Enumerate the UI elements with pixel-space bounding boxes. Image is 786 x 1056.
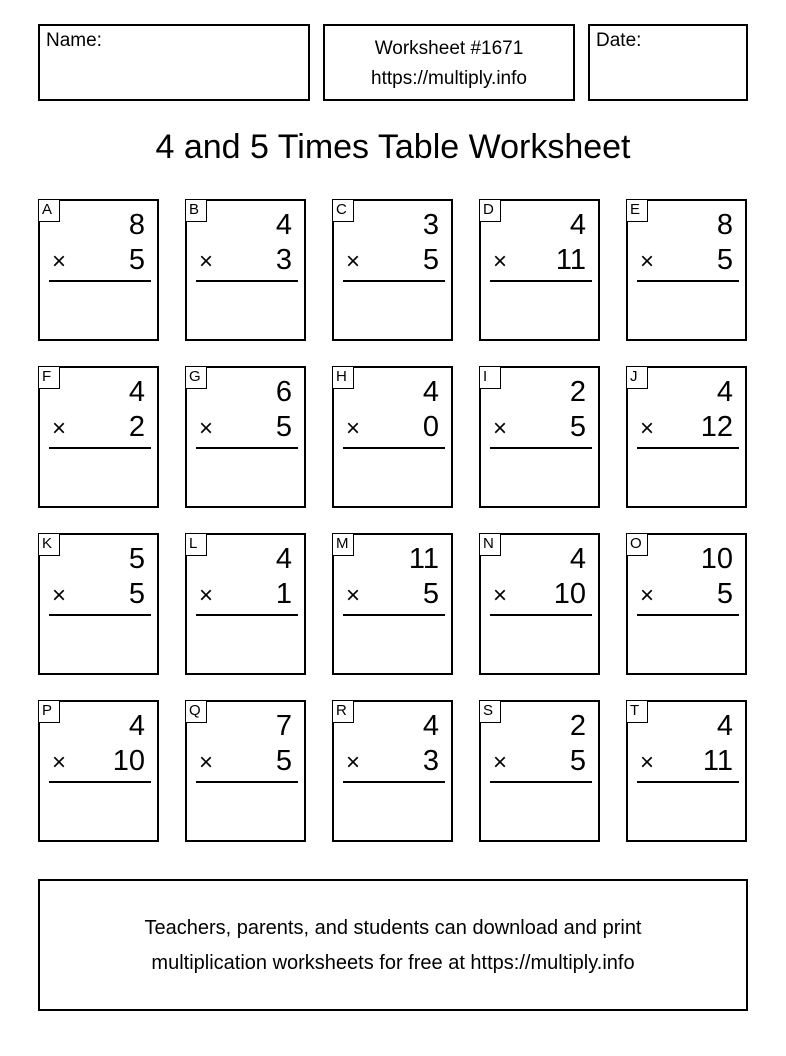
answer-line [343,781,445,783]
problem-letter: O [626,533,648,556]
problem-card [185,199,306,341]
problem-letter: N [479,533,501,556]
problem-bottom-number: 5 [275,745,292,777]
answer-line [196,447,298,449]
name-label: Name: [46,30,102,51]
problem-card [332,700,453,842]
multiply-sign: × [493,415,508,442]
multiply-sign: × [640,415,655,442]
problem-bottom-number: 11 [555,244,586,276]
problem-letter: M [332,533,354,556]
problem-bottom-number: 3 [275,244,292,276]
answer-line [490,280,592,282]
problem-top-number: 4 [422,376,439,408]
multiply-sign: × [346,248,361,275]
answer-line [637,614,739,616]
multiply-sign: × [52,582,67,609]
problem-letter: F [38,366,60,389]
problem-top-number: 4 [128,710,145,742]
problem-card [38,700,159,842]
answer-line [196,280,298,282]
multiply-sign: × [199,749,214,776]
problem-letter: E [626,199,648,222]
problem-top-number: 8 [716,209,733,241]
answer-line [196,614,298,616]
problem-card [626,700,747,842]
problem-top-number: 7 [275,710,292,742]
answer-line [343,447,445,449]
problem-top-number: 4 [569,543,586,575]
problem-letter: D [479,199,501,222]
answer-line [490,614,592,616]
problem-card [332,199,453,341]
problem-bottom-number: 2 [128,411,145,443]
multiply-sign: × [199,248,214,275]
problem-letter: S [479,700,501,723]
problem-bottom-number: 3 [422,745,439,777]
multiply-sign: × [52,248,67,275]
problem-card [479,700,600,842]
problem-letter: I [479,366,501,389]
page-title: 4 and 5 Times Table Worksheet [155,128,631,166]
problem-card [479,366,600,508]
problem-top-number: 3 [422,209,439,241]
problem-top-number: 11 [408,543,439,575]
problem-letter: T [626,700,648,723]
problem-bottom-number: 10 [553,578,586,610]
date-label: Date: [596,30,642,51]
problem-bottom-number: 5 [716,244,733,276]
problem-letter: H [332,366,354,389]
footer-box [38,879,748,1011]
multiply-sign: × [346,749,361,776]
problem-card [185,533,306,675]
problem-card [185,700,306,842]
multiply-sign: × [493,248,508,275]
problem-top-number: 4 [716,710,733,742]
footer-line-2: multiplication worksheets for free at https://multiply.info [151,952,635,974]
problem-bottom-number: 10 [112,745,145,777]
answer-line [196,781,298,783]
problem-card [626,199,747,341]
problem-top-number: 4 [422,710,439,742]
answer-line [490,447,592,449]
worksheet-site-url: https://multiply.info [371,68,527,89]
multiply-sign: × [199,415,214,442]
answer-line [49,614,151,616]
answer-line [637,280,739,282]
multiply-sign: × [640,582,655,609]
problem-bottom-number: 1 [275,578,292,610]
multiply-sign: × [52,415,67,442]
problem-bottom-number: 5 [569,745,586,777]
problem-bottom-number: 12 [700,411,733,443]
problem-card [332,533,453,675]
multiply-sign: × [493,749,508,776]
problem-card [332,366,453,508]
problem-letter: B [185,199,207,222]
problem-letter: L [185,533,207,556]
problem-card [185,366,306,508]
multiply-sign: × [640,749,655,776]
problem-card [626,533,747,675]
problem-bottom-number: 5 [275,411,292,443]
multiply-sign: × [346,582,361,609]
problem-top-number: 4 [275,543,292,575]
problem-bottom-number: 0 [422,411,439,443]
problem-card [38,533,159,675]
problem-card [38,199,159,341]
problem-card [626,366,747,508]
answer-line [490,781,592,783]
problem-card [479,533,600,675]
problem-letter: P [38,700,60,723]
multiply-sign: × [346,415,361,442]
answer-line [49,447,151,449]
answer-line [49,781,151,783]
problem-card [38,366,159,508]
problem-letter: A [38,199,60,222]
answer-line [637,447,739,449]
answer-line [343,280,445,282]
answer-line [49,280,151,282]
problem-bottom-number: 5 [128,578,145,610]
problem-bottom-number: 5 [422,244,439,276]
multiply-sign: × [640,248,655,275]
problem-top-number: 4 [275,209,292,241]
answer-line [637,781,739,783]
problem-top-number: 2 [569,376,586,408]
problem-card [479,199,600,341]
worksheet-number: Worksheet #1671 [374,38,524,59]
problem-top-number: 6 [275,376,292,408]
problem-top-number: 2 [569,710,586,742]
problem-top-number: 10 [700,543,733,575]
problem-letter: G [185,366,207,389]
multiply-sign: × [52,749,67,776]
problem-letter: Q [185,700,207,723]
problem-bottom-number: 5 [422,578,439,610]
problem-top-number: 5 [128,543,145,575]
problem-top-number: 4 [716,376,733,408]
footer-line-1: Teachers, parents, and students can download and print [144,917,642,939]
multiply-sign: × [493,582,508,609]
problem-bottom-number: 5 [569,411,586,443]
multiply-sign: × [199,582,214,609]
problem-letter: K [38,533,60,556]
answer-line [343,614,445,616]
problem-bottom-number: 5 [716,578,733,610]
problem-top-number: 8 [128,209,145,241]
problem-letter: C [332,199,354,222]
problem-bottom-number: 11 [702,745,733,777]
problem-letter: J [626,366,648,389]
problem-bottom-number: 5 [128,244,145,276]
problem-top-number: 4 [128,376,145,408]
problem-letter: R [332,700,354,723]
problem-top-number: 4 [569,209,586,241]
